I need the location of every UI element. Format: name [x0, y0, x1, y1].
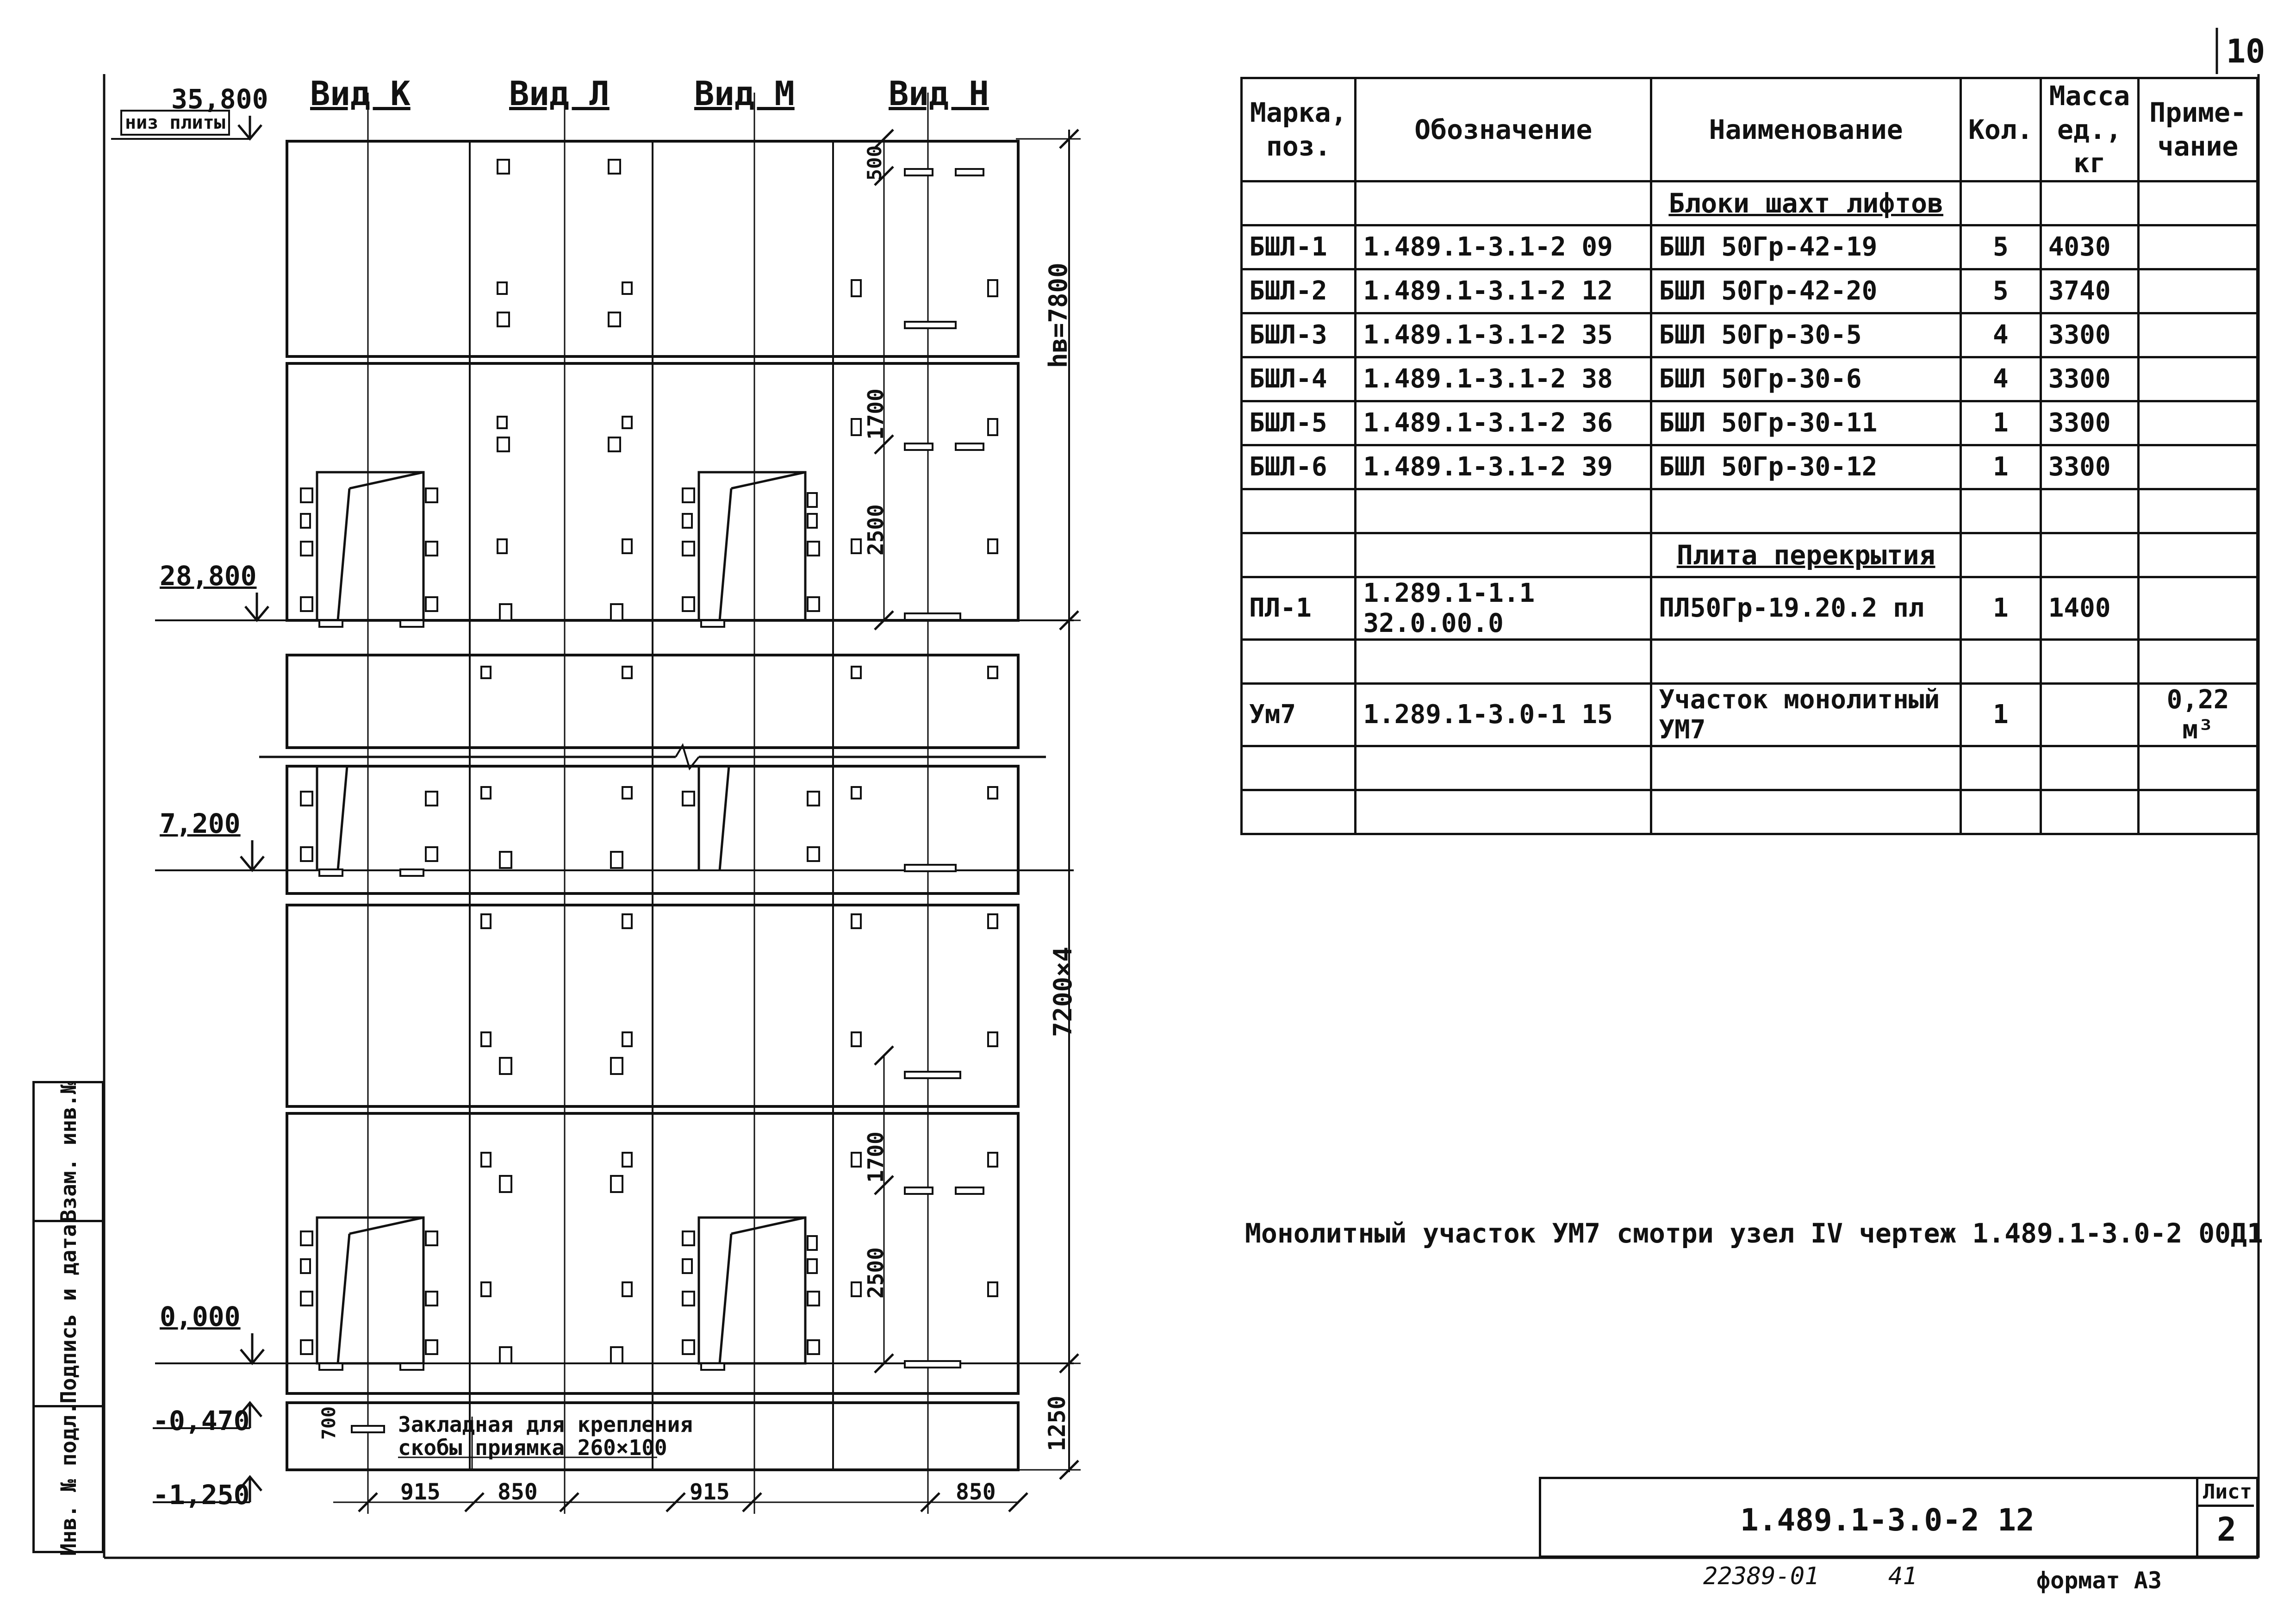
level-minus-0470: -0,470 — [153, 1405, 250, 1437]
stamp-sheet-number: 2 — [2217, 1511, 2237, 1549]
side-label-inv: Инв. № подл. — [56, 1402, 81, 1556]
cell-mass: 3300 — [2041, 401, 2138, 445]
cell-mass: 3300 — [2041, 445, 2138, 489]
cell-mark: БШЛ-5 — [1242, 401, 1356, 445]
cell-mass: 4030 — [2041, 225, 2138, 269]
dim-915-a: 915 — [400, 1479, 441, 1505]
cell-name: БШЛ 50Гр-30-12 — [1651, 445, 1961, 489]
dim-915-b: 915 — [690, 1479, 730, 1505]
cell-mark: Ум7 — [1242, 683, 1356, 746]
view-title-m: Вид М — [694, 74, 795, 113]
cell-qty: 5 — [1961, 225, 2041, 269]
cell-code: 1.489.1-3.1-2 09 — [1356, 225, 1651, 269]
table-body — [1242, 181, 2258, 834]
cell-name: Участок монолитный УМ7 — [1651, 683, 1961, 746]
dim-850-a: 850 — [498, 1479, 538, 1505]
view-title-k: Вид К — [310, 74, 411, 113]
side-cell-sign — [32, 1220, 104, 1407]
view-title-l: Вид Л — [509, 74, 610, 113]
cell-mass: 3300 — [2041, 357, 2138, 401]
cell-note — [2139, 313, 2258, 357]
th-mark: Марка, поз. — [1242, 78, 1356, 181]
cell-qty: 1 — [1961, 401, 2041, 445]
embed-note-line1: Закладная для крепления — [398, 1412, 693, 1437]
dim-1700-a: 1700 — [863, 388, 888, 440]
cell-note — [2139, 269, 2258, 313]
cell-code: 1.489.1-3.1-2 39 — [1356, 445, 1651, 489]
table-row — [1242, 577, 2258, 639]
cell-qty: 1 — [1961, 577, 2041, 639]
th-note: Приме- чание — [2139, 78, 2258, 181]
cell-mass — [2041, 683, 2138, 746]
cell-code: 1.289.1-3.0-1 15 — [1356, 683, 1651, 746]
cell-mass: 3740 — [2041, 269, 2138, 313]
cell-qty: 4 — [1961, 357, 2041, 401]
empty-row — [1242, 790, 2258, 834]
page-number: 10 — [2226, 32, 2265, 70]
cell-mark: БШЛ-2 — [1242, 269, 1356, 313]
footer-number: 41 — [1888, 1562, 1917, 1590]
cell-code: 1.489.1-3.1-2 38 — [1356, 357, 1651, 401]
cell-name: БШЛ 50Гр-42-20 — [1651, 269, 1961, 313]
cell-mark: БШЛ-4 — [1242, 357, 1356, 401]
cell-mark: БШЛ-6 — [1242, 445, 1356, 489]
monolith-note: Монолитный участок УМ7 смотри узел IV чертеж 1.489.1-3.0-2 00Д1 — [1245, 1218, 2263, 1249]
dim-repeat: 7200×4 — [1048, 946, 1077, 1037]
dim-500: 500 — [863, 145, 886, 181]
side-label-sign: Подпись и дата — [56, 1224, 81, 1404]
dim-700: 700 — [318, 1406, 340, 1440]
cell-qty: 4 — [1961, 313, 2041, 357]
section-row — [1242, 181, 2258, 225]
cell-qty: 1 — [1961, 683, 2041, 746]
stamp-sheet-label: Лист — [2203, 1480, 2252, 1504]
dim-850-b: 850 — [956, 1479, 996, 1505]
dim-1250: 1250 — [1044, 1395, 1070, 1451]
section-row — [1242, 533, 2258, 577]
cell-note — [2139, 445, 2258, 489]
cell-note — [2139, 577, 2258, 639]
cell-note — [2139, 357, 2258, 401]
dim-1700-b: 1700 — [863, 1131, 888, 1183]
embed-note-line2: скобы приямка 260×100 — [398, 1435, 667, 1460]
table-row — [1242, 225, 2258, 269]
table-row — [1242, 313, 2258, 357]
level-top: 35,800 — [171, 83, 268, 115]
title-stamp — [1539, 1477, 2259, 1558]
th-name: Наименование — [1651, 78, 1961, 181]
cell-qty: 5 — [1961, 269, 2041, 313]
specification-table — [1240, 77, 2259, 835]
table-row — [1242, 357, 2258, 401]
table-row — [1242, 683, 2258, 746]
level-28800: 28,800 — [160, 560, 257, 592]
cell-qty: 1 — [1961, 445, 2041, 489]
cell-mark: ПЛ-1 — [1242, 577, 1356, 639]
table-row — [1242, 445, 2258, 489]
th-qty: Кол. — [1961, 78, 2041, 181]
table-header-row — [1242, 78, 2258, 181]
cell-note — [2139, 401, 2258, 445]
cell-note: 0,22 м³ — [2139, 683, 2258, 746]
section-title-slab: Плита перекрытия — [1651, 533, 1961, 577]
cell-code: 1.489.1-3.1-2 36 — [1356, 401, 1651, 445]
level-0000: 0,000 — [160, 1301, 241, 1332]
cell-code: 1.289.1-1.1 32.0.00.0 — [1356, 577, 1651, 639]
level-7200: 7,200 — [160, 808, 241, 839]
cell-code: 1.489.1-3.1-2 12 — [1356, 269, 1651, 313]
cell-name: БШЛ 50Гр-30-6 — [1651, 357, 1961, 401]
cell-name: ПЛ50Гр-19.20.2 пл — [1651, 577, 1961, 639]
cell-mass: 3300 — [2041, 313, 2138, 357]
table-row — [1242, 401, 2258, 445]
th-code: Обозначение — [1356, 78, 1651, 181]
cell-mass: 1400 — [2041, 577, 2138, 639]
empty-row — [1242, 639, 2258, 683]
footer-format: формат А3 — [2036, 1567, 2162, 1594]
side-cell-inv — [32, 1402, 104, 1556]
cell-name: БШЛ 50Гр-30-11 — [1651, 401, 1961, 445]
cell-code: 1.489.1-3.1-2 35 — [1356, 313, 1651, 357]
empty-row — [1242, 746, 2258, 790]
dim-hb: hв=7800 — [1044, 262, 1073, 368]
section-title-blocks: Блоки шахт лифтов — [1651, 181, 1961, 225]
cell-mark: БШЛ-3 — [1242, 313, 1356, 357]
dim-2500-b: 2500 — [863, 1247, 888, 1299]
stamp-code: 1.489.1-3.0-2 12 — [1740, 1502, 2035, 1538]
side-label-replace: Взам. инв.№ — [56, 1081, 81, 1222]
cell-name: БШЛ 50Гр-30-5 — [1651, 313, 1961, 357]
dim-2500-a: 2500 — [863, 504, 888, 556]
table-row — [1242, 269, 2258, 313]
th-mass: Масса ед., кг — [2041, 78, 2138, 181]
cell-mark: БШЛ-1 — [1242, 225, 1356, 269]
empty-row — [1242, 489, 2258, 533]
stamp-sheet-cell — [2196, 1479, 2256, 1555]
level-top-note: низ плиты — [120, 110, 230, 136]
view-title-n: Вид Н — [889, 74, 989, 113]
side-stamp — [32, 1081, 104, 1556]
level-minus-1250: -1,250 — [153, 1479, 250, 1511]
footer-inventory: 22389-01 — [1703, 1562, 1819, 1590]
cell-note — [2139, 225, 2258, 269]
side-cell-replace — [32, 1081, 104, 1222]
cell-name: БШЛ 50Гр-42-19 — [1651, 225, 1961, 269]
